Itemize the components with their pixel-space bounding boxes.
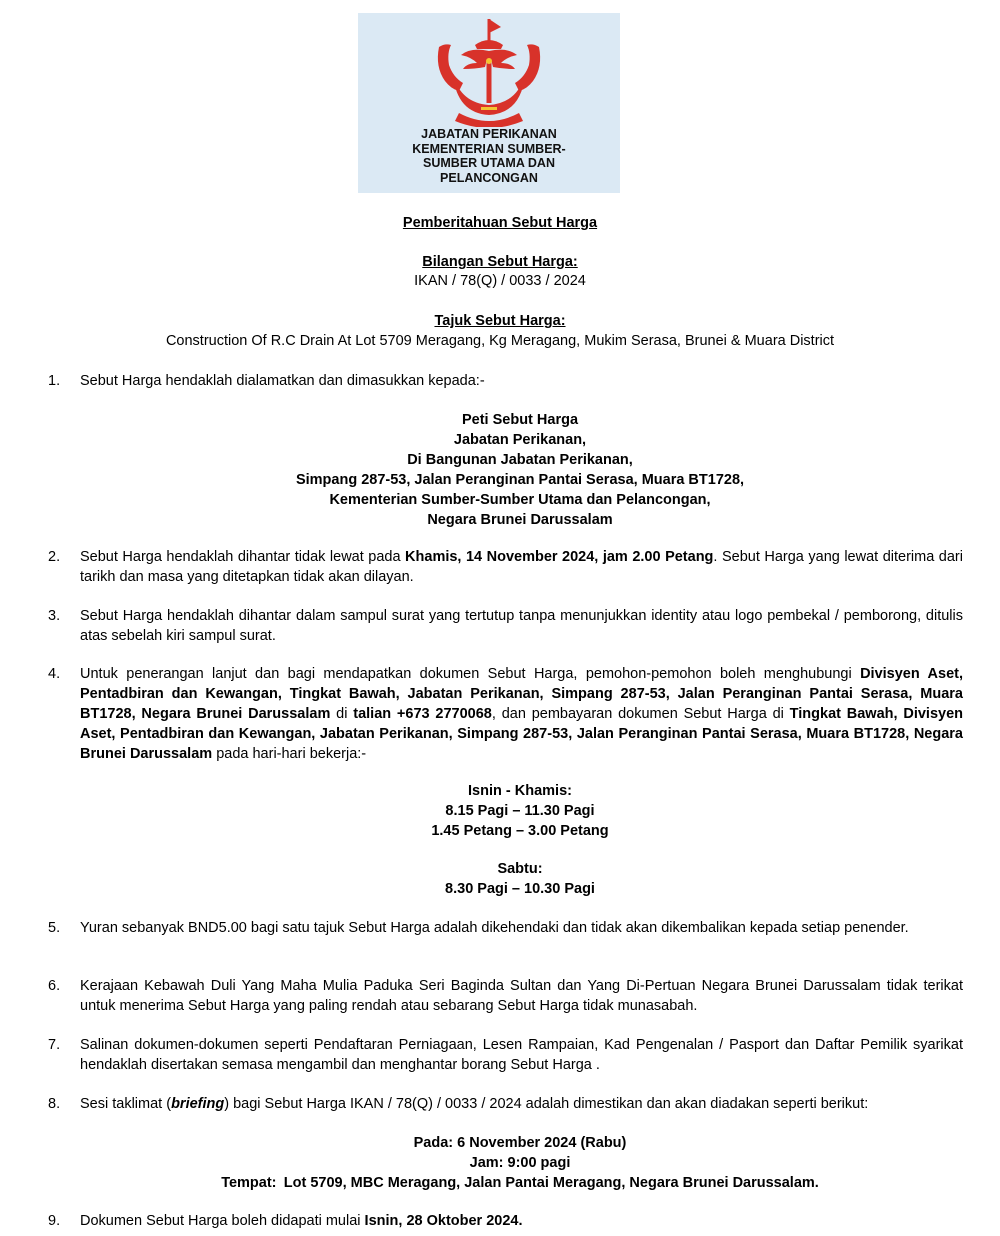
text-run: Untuk penerangan lanjut dan bagi mendapatkan dokumen Sebut Harga, pemohon-pemohon boleh menghubungi (80, 666, 861, 682)
payment-address: Tingkat Bawah, Divisyen Aset, Pentadbiran dan Kewangan, Jabatan Perikanan, Simpang 287-53, Jalan Peranginan Pantai Serasa, Muara BT1728, Negara Brunei Darussalam (80, 706, 963, 762)
list-item (48, 1211, 963, 1231)
address-line: Peti Sebut Harga (461, 412, 579, 428)
item-text: Salinan dokumen-dokumen seperti Pendaftaran Perniagaan, Lesen Rampaian, Kad Pengenalan / Pasport dan Daftar Pemilik syarikat hendaklah disertakan semasa mengambil dan menghantar borang Sebut Harga . (80, 1037, 963, 1073)
item-text (80, 664, 963, 764)
list-item (48, 976, 963, 1016)
hours-line: 8.30 Pagi – 10.30 Pagi (445, 881, 595, 897)
item-number: 3. (48, 608, 61, 624)
dept-line: PELANCONGAN (440, 170, 538, 185)
address-block (0, 410, 1000, 530)
availability-date: Isnin, 28 Oktober 2024. (364, 1213, 523, 1229)
brunei-crest-icon (431, 17, 547, 127)
list-item (48, 664, 963, 764)
briefing-line: Jam: 9:00 pagi (469, 1155, 571, 1171)
text-run: Dokumen Sebut Harga boleh didapati mulai (80, 1213, 365, 1229)
quote-number-label: Bilangan Sebut Harga: (422, 254, 578, 270)
text-run: Sesi taklimat ( (80, 1096, 172, 1112)
hours-line: 8.15 Pagi – 11.30 Pagi (445, 803, 595, 819)
address-line: Jabatan Perikanan, (453, 432, 587, 448)
dept-line: KEMENTERIAN SUMBER- (412, 141, 566, 156)
item-text: Sebut Harga hendaklah dihantar dalam sampul surat yang tertutup tanpa menunjukkan identity atau logo pembekal / pemborong, ditulis atas sebelah kiri sampul surat. (80, 608, 963, 644)
item-text (80, 547, 963, 587)
address-line: Di Bangunan Jabatan Perikanan, (407, 452, 633, 468)
contact-address: Divisyen Aset, Pentadbiran dan Kewangan, Tingkat Bawah, Jabatan Perikanan, Simpang 287-53, Jalan Peranginan Pantai Serasa, Muara BT1728, Negara Brunei Darussalam (80, 666, 963, 722)
notice-title: Pemberitahuan Sebut Harga (402, 215, 598, 231)
hours-saturday (0, 859, 1000, 899)
text-run: , dan pembayaran dokumen Sebut Harga di (491, 706, 790, 722)
list-item (48, 1035, 963, 1075)
item-number: 6. (48, 978, 61, 994)
hours-weekdays (0, 781, 1000, 841)
deadline: Khamis, 14 November 2024, jam 2.00 Petang (405, 549, 714, 565)
dept-line: SUMBER UTAMA DAN (423, 156, 555, 170)
item-number: 2. (48, 549, 61, 565)
text-run: . Sebut Harga yang lewat diterima dari tarikh dan masa yang ditetapkan tidak akan dilayan. (80, 549, 963, 585)
department-header (358, 13, 620, 193)
item-number: 7. (48, 1037, 61, 1053)
hours-line: 1.45 Petang – 3.00 Petang (431, 823, 609, 839)
text-run: pada hari-hari bekerja:- (212, 746, 367, 762)
address-line: Simpang 287-53, Jalan Peranginan Pantai Serasa, Muara BT1728, (295, 472, 745, 488)
item-number: 1. (48, 373, 61, 389)
quote-title-label: Tajuk Sebut Harga: (434, 313, 566, 329)
item-number: 4. (48, 666, 61, 682)
hours-line: Sabtu: (497, 861, 543, 877)
list-item (48, 918, 963, 938)
item-text (80, 1094, 963, 1114)
list-item (48, 1094, 963, 1114)
list-item (48, 547, 963, 587)
item-text: Yuran sebanyak BND5.00 bagi satu tajuk Sebut Harga adalah dikehendaki dan tidak akan dikembalikan kepada setiap penender. (80, 920, 909, 936)
item-text: Sebut Harga hendaklah dialamatkan dan dimasukkan kepada:- (80, 373, 485, 389)
quote-title: Construction Of R.C Drain At Lot 5709 Meragang, Kg Meragang, Mukim Serasa, Brunei & Muara District (165, 333, 835, 349)
item-text (80, 1211, 963, 1231)
briefing-line: Pada: 6 November 2024 (Rabu) (413, 1135, 627, 1151)
item-number: 9. (48, 1213, 61, 1229)
address-line: Kementerian Sumber-Sumber Utama dan Pelancongan, (329, 492, 711, 508)
list-item (48, 606, 963, 646)
text-run: Sebut Harga hendaklah dihantar tidak lewat pada (80, 549, 406, 565)
dept-line: JABATAN PERIKANAN (421, 127, 557, 141)
item-text: Kerajaan Kebawah Duli Yang Maha Mulia Paduka Seri Baginda Sultan dan Yang Di-Pertuan Negara Brunei Darussalam tidak terikat untuk menerima Sebut Harga yang paling rendah atau sebarang Sebut Harga tidak munasabah. (80, 978, 963, 1014)
item-number: 8. (48, 1096, 61, 1112)
list-item (48, 371, 963, 391)
text-run: ) bagi Sebut Harga IKAN / 78(Q) / 0033 / 2024 adalah dimestikan dan akan diadakan seperti berikut: (224, 1096, 869, 1112)
phone-number: talian +673 2770068 (353, 706, 492, 722)
item-number: 5. (48, 920, 61, 936)
department-name (358, 127, 620, 185)
hours-line: Isnin - Khamis: (468, 783, 572, 799)
briefing-line: Tempat: Lot 5709, MBC Meragang, Jalan Pantai Meragang, Negara Brunei Darussalam. (221, 1175, 819, 1191)
address-line: Negara Brunei Darussalam (427, 512, 613, 528)
briefing-details (0, 1133, 1000, 1193)
text-run: di (330, 706, 354, 722)
briefing-term: briefing (171, 1096, 225, 1112)
quote-number: IKAN / 78(Q) / 0033 / 2024 (414, 273, 586, 289)
